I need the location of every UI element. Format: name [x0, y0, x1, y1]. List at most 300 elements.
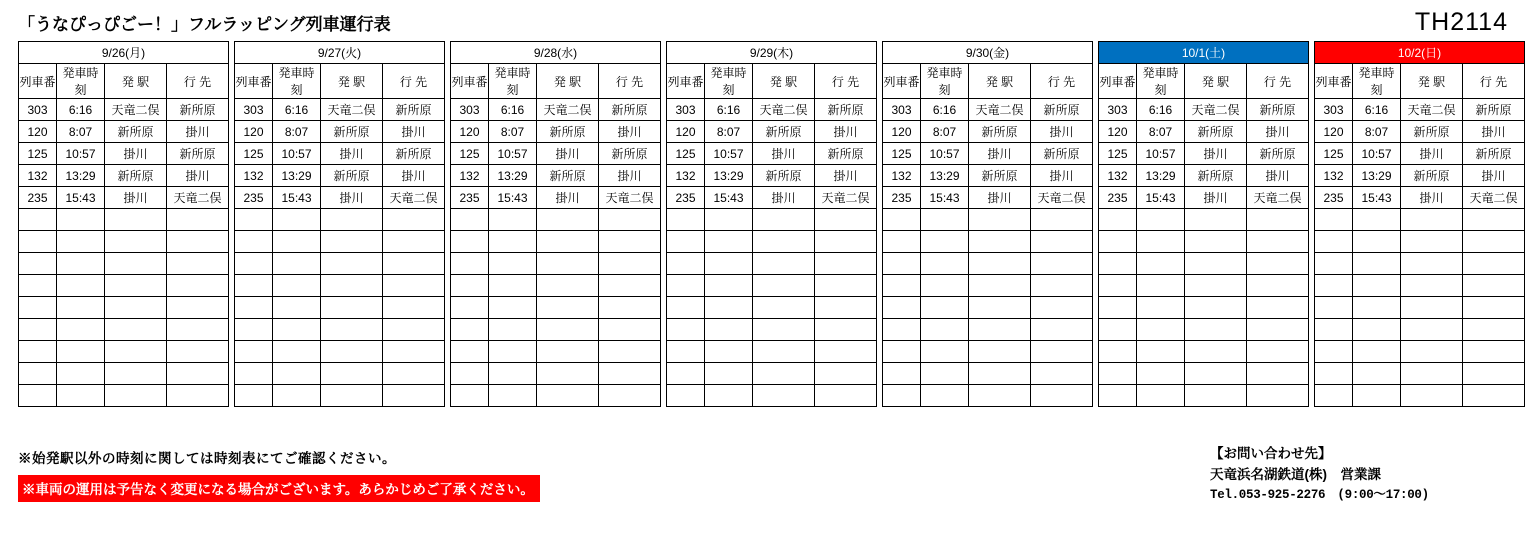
cell-empty: [451, 363, 489, 385]
cell-empty: [705, 319, 753, 341]
cell-empty: [105, 275, 167, 297]
cell-train: 125: [883, 143, 921, 165]
cell-empty: [815, 385, 877, 407]
col-header-train-6: 列車番: [1315, 64, 1353, 99]
cell-train: 303: [19, 99, 57, 121]
cell-empty: [1099, 297, 1137, 319]
cell-empty: [883, 209, 921, 231]
cell-to: 新所原: [1031, 99, 1093, 121]
cell-empty: [705, 385, 753, 407]
cell-empty: [1185, 385, 1247, 407]
cell-empty: [1315, 385, 1353, 407]
cell-empty: [1031, 319, 1093, 341]
cell-from: 掛川: [321, 143, 383, 165]
cell-train: 125: [19, 143, 57, 165]
cell-time: 15:43: [57, 187, 105, 209]
cell-empty: [921, 341, 969, 363]
cell-from: 天竜二俣: [537, 99, 599, 121]
cell-empty: [969, 319, 1031, 341]
cell-empty: [1353, 209, 1401, 231]
cell-time: 15:43: [1137, 187, 1185, 209]
column-header-row: [19, 64, 1525, 99]
cell-empty: [321, 319, 383, 341]
cell-from: 新所原: [969, 121, 1031, 143]
cell-to: 掛川: [1247, 165, 1309, 187]
cell-empty: [1463, 209, 1525, 231]
cell-empty: [235, 253, 273, 275]
cell-empty: [1185, 275, 1247, 297]
cell-empty: [273, 385, 321, 407]
cell-from: 掛川: [753, 143, 815, 165]
cell-empty: [451, 319, 489, 341]
cell-empty: [705, 275, 753, 297]
col-header-train-2: 列車番: [451, 64, 489, 99]
day-header-1: 9/27(火): [235, 42, 445, 64]
cell-empty: [1463, 363, 1525, 385]
cell-empty: [1401, 341, 1463, 363]
cell-empty: [167, 363, 229, 385]
cell-train: 235: [451, 187, 489, 209]
cell-empty: [489, 209, 537, 231]
table-row-empty: [19, 363, 1525, 385]
cell-empty: [19, 363, 57, 385]
cell-empty: [1315, 297, 1353, 319]
cell-train: 235: [235, 187, 273, 209]
cell-empty: [1137, 341, 1185, 363]
cell-empty: [599, 341, 661, 363]
cell-train: 235: [1099, 187, 1137, 209]
cell-empty: [753, 231, 815, 253]
table-row: [19, 121, 1525, 143]
cell-train: 235: [883, 187, 921, 209]
cell-empty: [19, 341, 57, 363]
cell-empty: [921, 253, 969, 275]
cell-empty: [1031, 253, 1093, 275]
cell-empty: [235, 341, 273, 363]
cell-empty: [537, 253, 599, 275]
cell-train: 125: [1315, 143, 1353, 165]
cell-to: 掛川: [599, 121, 661, 143]
cell-train: 120: [451, 121, 489, 143]
cell-train: 120: [235, 121, 273, 143]
cell-empty: [753, 275, 815, 297]
cell-empty: [921, 297, 969, 319]
cell-train: 120: [667, 121, 705, 143]
cell-empty: [1185, 319, 1247, 341]
cell-empty: [321, 275, 383, 297]
cell-empty: [1099, 385, 1137, 407]
cell-empty: [321, 231, 383, 253]
cell-to: 天竜二俣: [1031, 187, 1093, 209]
cell-empty: [599, 385, 661, 407]
cell-empty: [321, 253, 383, 275]
cell-empty: [105, 319, 167, 341]
cell-empty: [705, 209, 753, 231]
cell-empty: [235, 319, 273, 341]
cell-from: 新所原: [537, 121, 599, 143]
cell-time: 13:29: [1353, 165, 1401, 187]
table-row-empty: [19, 231, 1525, 253]
cell-from: 新所原: [969, 165, 1031, 187]
col-header-to-5: 行 先: [1247, 64, 1309, 99]
cell-empty: [1137, 363, 1185, 385]
cell-empty: [1099, 253, 1137, 275]
cell-time: 6:16: [921, 99, 969, 121]
table-row: [19, 165, 1525, 187]
cell-empty: [489, 297, 537, 319]
table-row-empty: [19, 341, 1525, 363]
cell-empty: [1185, 363, 1247, 385]
cell-to: 新所原: [167, 143, 229, 165]
cell-to: 掛川: [167, 165, 229, 187]
col-header-time-0: 発車時刻: [57, 64, 105, 99]
col-header-train-1: 列車番: [235, 64, 273, 99]
col-header-to-2: 行 先: [599, 64, 661, 99]
cell-empty: [1463, 385, 1525, 407]
cell-empty: [969, 297, 1031, 319]
cell-from: 新所原: [1185, 165, 1247, 187]
col-header-to-1: 行 先: [383, 64, 445, 99]
cell-empty: [1099, 319, 1137, 341]
cell-time: 8:07: [273, 121, 321, 143]
cell-empty: [537, 319, 599, 341]
cell-train: 120: [1099, 121, 1137, 143]
cell-empty: [167, 253, 229, 275]
cell-to: 掛川: [815, 165, 877, 187]
cell-to: 新所原: [815, 99, 877, 121]
cell-from: 掛川: [105, 143, 167, 165]
cell-empty: [537, 363, 599, 385]
cell-from: 新所原: [537, 165, 599, 187]
cell-empty: [19, 253, 57, 275]
cell-empty: [383, 253, 445, 275]
col-header-from-5: 発 駅: [1185, 64, 1247, 99]
cell-time: 15:43: [273, 187, 321, 209]
cell-empty: [667, 253, 705, 275]
cell-empty: [1315, 275, 1353, 297]
cell-empty: [815, 319, 877, 341]
cell-empty: [273, 297, 321, 319]
cell-to: 掛川: [383, 165, 445, 187]
cell-empty: [1401, 209, 1463, 231]
cell-to: 新所原: [815, 143, 877, 165]
cell-empty: [1099, 363, 1137, 385]
cell-empty: [57, 341, 105, 363]
cell-empty: [489, 363, 537, 385]
cell-to: 新所原: [599, 143, 661, 165]
cell-from: 掛川: [537, 143, 599, 165]
cell-empty: [1031, 385, 1093, 407]
cell-empty: [489, 341, 537, 363]
cell-train: 132: [235, 165, 273, 187]
cell-empty: [815, 275, 877, 297]
cell-from: 天竜二俣: [1401, 99, 1463, 121]
cell-train: 125: [667, 143, 705, 165]
cell-to: 掛川: [167, 121, 229, 143]
cell-from: 掛川: [1401, 187, 1463, 209]
cell-from: 掛川: [969, 187, 1031, 209]
cell-from: 天竜二俣: [321, 99, 383, 121]
cell-empty: [667, 209, 705, 231]
cell-time: 8:07: [705, 121, 753, 143]
cell-empty: [273, 363, 321, 385]
cell-from: 新所原: [321, 165, 383, 187]
cell-empty: [105, 363, 167, 385]
cell-empty: [383, 385, 445, 407]
cell-empty: [1401, 385, 1463, 407]
cell-empty: [667, 231, 705, 253]
cell-empty: [19, 275, 57, 297]
cell-empty: [537, 209, 599, 231]
cell-empty: [883, 297, 921, 319]
cell-time: 6:16: [273, 99, 321, 121]
cell-to: 掛川: [1463, 121, 1525, 143]
cell-empty: [1031, 231, 1093, 253]
cell-empty: [1315, 231, 1353, 253]
cell-empty: [1099, 341, 1137, 363]
cell-empty: [1353, 385, 1401, 407]
cell-empty: [1353, 363, 1401, 385]
cell-time: 15:43: [489, 187, 537, 209]
col-header-from-6: 発 駅: [1401, 64, 1463, 99]
cell-to: 天竜二俣: [815, 187, 877, 209]
cell-empty: [1315, 319, 1353, 341]
cell-from: 掛川: [1185, 187, 1247, 209]
cell-empty: [105, 231, 167, 253]
cell-empty: [753, 253, 815, 275]
cell-empty: [921, 385, 969, 407]
cell-empty: [1247, 231, 1309, 253]
cell-train: 303: [1099, 99, 1137, 121]
cell-empty: [1185, 253, 1247, 275]
cell-empty: [969, 385, 1031, 407]
cell-train: 120: [1315, 121, 1353, 143]
cell-from: 掛川: [969, 143, 1031, 165]
cell-empty: [105, 209, 167, 231]
cell-to: 新所原: [1031, 143, 1093, 165]
table-row-empty: [19, 319, 1525, 341]
cell-empty: [1185, 297, 1247, 319]
cell-empty: [599, 319, 661, 341]
document-code: TH2114: [1414, 8, 1508, 36]
cell-empty: [1353, 231, 1401, 253]
cell-time: 6:16: [489, 99, 537, 121]
col-header-from-1: 発 駅: [321, 64, 383, 99]
cell-empty: [57, 319, 105, 341]
cell-empty: [1353, 297, 1401, 319]
cell-empty: [105, 253, 167, 275]
table-row-empty: [19, 275, 1525, 297]
cell-from: 掛川: [1185, 143, 1247, 165]
cell-empty: [105, 385, 167, 407]
contact-tel: Tel.053-925-2276 (9:00〜17:00): [1210, 487, 1429, 502]
col-header-time-2: 発車時刻: [489, 64, 537, 99]
table-row-empty: [19, 209, 1525, 231]
cell-empty: [273, 275, 321, 297]
cell-from: 新所原: [321, 121, 383, 143]
cell-empty: [383, 297, 445, 319]
cell-from: 新所原: [105, 165, 167, 187]
cell-empty: [815, 209, 877, 231]
cell-empty: [489, 385, 537, 407]
cell-empty: [19, 319, 57, 341]
contact-section: [1210, 444, 1510, 505]
cell-empty: [19, 297, 57, 319]
cell-to: 天竜二俣: [599, 187, 661, 209]
cell-train: 125: [1099, 143, 1137, 165]
cell-empty: [883, 341, 921, 363]
cell-empty: [815, 231, 877, 253]
cell-train: 125: [235, 143, 273, 165]
cell-empty: [167, 297, 229, 319]
cell-from: 天竜二俣: [1185, 99, 1247, 121]
contact-heading: 【お問い合わせ先】: [1210, 446, 1332, 461]
day-header-0: 9/26(月): [19, 42, 229, 64]
cell-empty: [273, 231, 321, 253]
cell-empty: [383, 209, 445, 231]
cell-empty: [273, 341, 321, 363]
cell-empty: [753, 209, 815, 231]
cell-empty: [19, 385, 57, 407]
cell-empty: [273, 319, 321, 341]
cell-from: 新所原: [1185, 121, 1247, 143]
cell-time: 13:29: [489, 165, 537, 187]
cell-empty: [1401, 319, 1463, 341]
cell-to: 天竜二俣: [167, 187, 229, 209]
cell-empty: [1247, 341, 1309, 363]
cell-to: 新所原: [1247, 99, 1309, 121]
col-header-from-2: 発 駅: [537, 64, 599, 99]
cell-empty: [1353, 253, 1401, 275]
cell-empty: [321, 341, 383, 363]
cell-from: 掛川: [105, 187, 167, 209]
cell-train: 132: [19, 165, 57, 187]
cell-to: 新所原: [167, 99, 229, 121]
cell-empty: [883, 231, 921, 253]
cell-empty: [105, 297, 167, 319]
col-header-time-1: 発車時刻: [273, 64, 321, 99]
cell-to: 新所原: [1463, 143, 1525, 165]
cell-empty: [1137, 209, 1185, 231]
day-header-3: 9/29(木): [667, 42, 877, 64]
cell-empty: [537, 275, 599, 297]
cell-train: 303: [235, 99, 273, 121]
cell-empty: [667, 363, 705, 385]
col-header-train-4: 列車番: [883, 64, 921, 99]
cell-from: 新所原: [105, 121, 167, 143]
cell-empty: [599, 253, 661, 275]
cell-empty: [1463, 341, 1525, 363]
cell-empty: [1031, 363, 1093, 385]
cell-empty: [1185, 341, 1247, 363]
table-row-empty: [19, 297, 1525, 319]
cell-empty: [451, 341, 489, 363]
cell-empty: [883, 275, 921, 297]
cell-to: 天竜二俣: [1247, 187, 1309, 209]
cell-time: 8:07: [1137, 121, 1185, 143]
cell-time: 6:16: [1137, 99, 1185, 121]
cell-empty: [537, 341, 599, 363]
cell-time: 10:57: [489, 143, 537, 165]
cell-time: 13:29: [1137, 165, 1185, 187]
cell-empty: [1353, 275, 1401, 297]
col-header-train-0: 列車番: [19, 64, 57, 99]
cell-time: 8:07: [1353, 121, 1401, 143]
cell-empty: [705, 363, 753, 385]
col-header-time-5: 発車時刻: [1137, 64, 1185, 99]
cell-empty: [1247, 275, 1309, 297]
cell-empty: [753, 385, 815, 407]
cell-empty: [383, 319, 445, 341]
cell-empty: [1401, 231, 1463, 253]
cell-empty: [235, 231, 273, 253]
cell-to: 新所原: [383, 143, 445, 165]
cell-empty: [537, 231, 599, 253]
cell-train: 120: [19, 121, 57, 143]
cell-empty: [1137, 297, 1185, 319]
title-row: [18, 10, 1508, 35]
cell-time: 10:57: [57, 143, 105, 165]
cell-train: 120: [883, 121, 921, 143]
cell-empty: [969, 341, 1031, 363]
cell-empty: [489, 275, 537, 297]
table-head: [19, 42, 1525, 99]
cell-empty: [235, 297, 273, 319]
cell-empty: [489, 319, 537, 341]
col-header-from-0: 発 駅: [105, 64, 167, 99]
note-operation-change: ※車両の運用は予告なく変更になる場合がございます。あらかじめご了承ください。: [18, 475, 540, 502]
cell-train: 235: [667, 187, 705, 209]
cell-empty: [383, 363, 445, 385]
cell-empty: [883, 253, 921, 275]
cell-empty: [383, 341, 445, 363]
cell-to: 掛川: [1463, 165, 1525, 187]
cell-empty: [1315, 209, 1353, 231]
cell-time: 10:57: [1353, 143, 1401, 165]
cell-empty: [451, 253, 489, 275]
cell-empty: [667, 341, 705, 363]
day-header-5: 10/1(土): [1099, 42, 1309, 64]
cell-train: 303: [883, 99, 921, 121]
cell-empty: [167, 209, 229, 231]
cell-empty: [489, 253, 537, 275]
cell-empty: [753, 363, 815, 385]
cell-empty: [1185, 231, 1247, 253]
cell-to: 新所原: [1247, 143, 1309, 165]
cell-empty: [1463, 231, 1525, 253]
cell-empty: [753, 319, 815, 341]
cell-empty: [667, 297, 705, 319]
cell-empty: [57, 275, 105, 297]
cell-empty: [1353, 319, 1401, 341]
cell-empty: [1315, 363, 1353, 385]
cell-empty: [667, 319, 705, 341]
cell-from: 新所原: [753, 121, 815, 143]
cell-empty: [969, 275, 1031, 297]
cell-train: 235: [19, 187, 57, 209]
cell-empty: [57, 363, 105, 385]
cell-empty: [815, 297, 877, 319]
cell-empty: [321, 209, 383, 231]
cell-empty: [1137, 385, 1185, 407]
cell-empty: [383, 275, 445, 297]
cell-empty: [921, 209, 969, 231]
cell-time: 13:29: [57, 165, 105, 187]
cell-time: 6:16: [1353, 99, 1401, 121]
col-header-from-4: 発 駅: [969, 64, 1031, 99]
cell-empty: [815, 253, 877, 275]
cell-empty: [705, 253, 753, 275]
